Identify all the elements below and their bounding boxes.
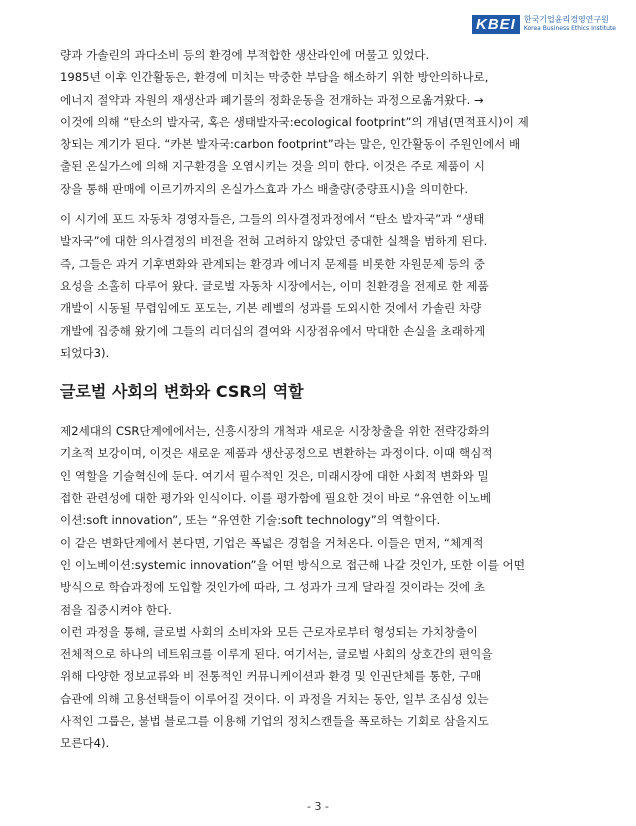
section-title: 글로벌 사회의 변화와 CSR의 역할 (60, 382, 304, 402)
logo-text (524, 15, 616, 33)
text-line: 발자국”에 대한 의사결정의 비전을 전혀 고려하지 않았던 중대한 실책을 범하게 된다. (60, 234, 488, 249)
text-line: 량과 가솔린의 과다소비 등의 환경에 부적합한 생산라인에 머물고 있었다. (60, 48, 430, 62)
text-line: 모른다4). (60, 736, 110, 751)
text-line: 이 같은 변화단계에서 본다면, 기업은 폭넓은 경험을 거쳐온다. 이들은 먼저, “체계적 (60, 535, 484, 550)
text-line: 이것에 의해 “탄소의 발자국, 혹은 생태발자국:ecological footprint”의 개념(면적표시)이 제 (60, 114, 529, 129)
text-line: 개발에 집중해 왔기에 그들의 리더십의 결여와 시장점유에서 막대한 손실을 초래하게 (60, 323, 486, 338)
text-line: 출된 온실가스에 의해 지구환경을 오염시키는 것을 의미 한다. 이것은 주로 제품이 시 (60, 159, 486, 174)
page-body (60, 44, 577, 755)
text-line: 접한 관련성에 대한 평가와 인식이다. 이를 평가함에 필요한 것이 바로 “유연한 이노베 (60, 491, 492, 506)
text-line: 즉, 그들은 과거 기후변화와 관계되는 환경과 에너지 문제를 비롯한 자원문제 등의 중 (60, 256, 486, 271)
text-line: 이런 과정을 통해, 글로벌 사회의 소비자와 모든 근로자로부터 형성되는 가치창출이 (60, 624, 478, 639)
logo-korean: 한국기업윤리경영연구원 (523, 15, 609, 24)
text-line: 사적인 그룹은, 불법 블로그를 이용해 기업의 정치스캔들을 폭로하는 기회로 삼을지도 (60, 714, 489, 729)
paragraph (60, 44, 577, 200)
text-line: 인 역할을 기술혁신에 둔다. 여기서 필수적인 것은, 미래시장에 대한 사회적 변화와 밀 (60, 468, 489, 483)
text-line: 개발이 시동될 무렵임에도 포도는, 기본 레벨의 성과를 도외시한 것에서 가솔린 차량 (60, 301, 482, 316)
text-line: 습관에 의해 고용선택들이 이루어질 것이다. 이 과정을 거치는 동안, 일부 조심성 있는 (60, 691, 489, 706)
text-line: 이션:soft innovation”, 또는 “유연한 기술:soft technology”의 역할이다. (60, 513, 441, 528)
text-line: 전체적으로 하나의 네트워크를 이루게 된다. 여기서는, 글로벌 사회의 상호간의 편익을 (60, 647, 493, 662)
text-line: 점을 집중시켜야 한다. (60, 602, 172, 617)
text-line: 1985년 이후 인간활동은, 환경에 미치는 막중한 부담을 해소하기 위한 방안의하나로, (60, 70, 489, 85)
text-line: 에너지 절약과 자원의 재생산과 폐기물의 정화운동을 전개하는 과정으로옮겨왔다. → (60, 92, 484, 107)
institute-logo (472, 14, 616, 34)
text-line: 이 시기에 포드 자동차 경영자들은, 그들의 의사결정과정에서 “탄소 발자국”과 “생태 (60, 212, 485, 227)
text-line: 기초적 보강이며, 이것은 새로운 제품과 생산공정으로 변환하는 과정이다. 이때 핵심적 (60, 446, 493, 461)
page-number: - 3 - (307, 800, 329, 813)
text-line: 인 이노베이션:systemic innovation”을 어떤 방식으로 접근해 나갈 것인가, 또한 이를 어떤 (60, 557, 525, 572)
text-line: 요성을 소홀히 다루어 왔다. 글로벌 자동차 시장에서는, 이미 친환경을 전제로 한 제품 (60, 278, 489, 293)
logo-mark: KBEI (472, 15, 520, 34)
text-line: 위해 다양한 정보교류와 비 전통적인 커뮤니케이션과 환경 및 인권단체를 통한, 구매 (60, 669, 482, 684)
text-line: 되었다3). (60, 345, 110, 360)
paragraph (60, 208, 577, 364)
logo-english: Korea Business Ethics Institute (523, 25, 616, 32)
section-paragraphs (60, 420, 577, 754)
text-line: 창되는 계기가 된다. “카본 발자국:carbon footprint”라는 말은, 인간활동이 주원인에서 배 (60, 137, 521, 152)
intro-paragraphs (60, 44, 577, 364)
paragraph (60, 420, 577, 754)
text-line: 장을 통해 판매에 이르기까지의 온실가스효과 가스 배출량(중량표시)을 의미한다. (60, 181, 469, 196)
text-line: 방식으로 학습과정에 도입할 것인가에 따라, 그 성과가 크게 달라질 것이라는 것에 초 (60, 580, 486, 595)
text-line: 제2세대의 CSR단계에에서는, 신흥시장의 개척과 새로운 시장창출을 위한 전략강화의 (60, 424, 490, 439)
